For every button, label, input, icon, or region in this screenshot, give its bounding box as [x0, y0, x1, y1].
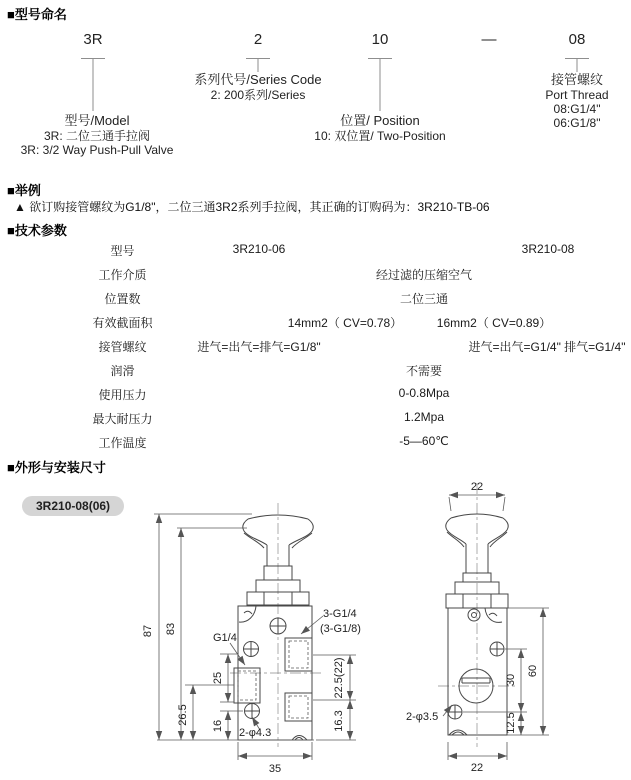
tech-label: 最大耐压力 [92, 412, 153, 426]
dim-22-top-label: 22 [470, 481, 484, 493]
dim-26-5-label: 26.5 [177, 704, 189, 726]
dim-35-label: 35 [268, 763, 282, 775]
tech-value: 1.2Mpa [403, 410, 445, 424]
dim-25-label: 25 [212, 671, 224, 685]
dim-16-label: 16 [212, 719, 224, 733]
port-g14-label: G1/4 [213, 632, 237, 644]
port-thread-line3: 06:G1/8" [553, 116, 601, 130]
tech-label: 工作温度 [98, 436, 147, 450]
tech-value: 0-0.8Mpa [398, 386, 450, 400]
ports-g14-label: 3-G1/4 [323, 608, 357, 620]
code-thread: 08 [568, 31, 586, 48]
tech-label: 工作介质 [98, 268, 147, 282]
tech-label: 接管螺纹 [98, 340, 147, 354]
section-title-tech: ■技术参数 [7, 223, 67, 238]
code-model: 3R [83, 31, 103, 48]
port-thread-title: 接管螺纹 [550, 72, 603, 87]
port-thread-line2: 08:G1/4" [553, 102, 601, 116]
tech-label: 有效截面积 [92, 316, 153, 330]
tech-value: -5—60℃ [399, 434, 449, 448]
front-view [142, 503, 361, 775]
tech-row-temperature [0, 434, 631, 454]
dim-60-label: 60 [527, 664, 539, 678]
position-title: 位置/ Position [340, 113, 420, 128]
tech-value: 不需要 [405, 364, 443, 378]
tech-value: 进气=出气=G1/4" 排气=G1/4" [468, 340, 626, 354]
tech-value: 进气=出气=排气=G1/8" [197, 340, 321, 354]
tech-value: 二位三通 [399, 292, 449, 306]
tech-value: 3R210-06 [232, 242, 286, 256]
dim-87-label: 87 [142, 624, 154, 638]
dim-83-label: 83 [165, 622, 177, 636]
section-title-example: ■举例 [7, 183, 41, 198]
port-thread-line1: Port Thread [545, 88, 609, 102]
port-thread-block [545, 72, 608, 130]
leader-line [258, 59, 259, 72]
mount-holes-label: 2-φ4.3 [239, 727, 272, 739]
tech-row-area [0, 314, 631, 334]
series-code-title: 系列代号/Series Code [194, 72, 322, 87]
order-example-text: ▲ 欲订购接管螺纹为G1/8"，二位三通3R2系列手拉阀，其正确的订购码为：3R210-TB-06 [14, 200, 490, 214]
position-block [314, 113, 445, 143]
model-title: 型号/Model [64, 113, 130, 128]
leader-line [93, 59, 94, 111]
tech-value: 3R210-08 [521, 242, 575, 256]
section-title-naming: ■型号命名 [7, 7, 67, 22]
code-series: 2 [253, 31, 263, 48]
tech-row-medium [0, 266, 631, 286]
section-title-dims: ■外形与安装尺寸 [7, 460, 106, 475]
position-line1: 10: 双位置/ Two-Position [314, 129, 446, 143]
tech-label: 润滑 [110, 364, 135, 378]
series-code-line: 2: 200系列/Series [210, 88, 306, 102]
tech-value: 14mm2（ CV=0.78） [287, 316, 403, 330]
leader-line [577, 59, 578, 72]
tech-row-model [0, 242, 631, 262]
tech-value: 经过滤的压缩空气 [375, 268, 473, 282]
mount-holes-side-label: 2-φ3.5 [406, 711, 439, 723]
dim-12-5-label: 12.5 [505, 712, 517, 734]
dim-30-label: 30 [505, 673, 517, 687]
side-view [406, 481, 549, 774]
model-badge: 3R210-08(06) [22, 496, 124, 516]
tech-value: 16mm2（ CV=0.89） [436, 316, 552, 330]
tech-label: 型号 [110, 244, 135, 258]
dimension-drawing [140, 475, 631, 780]
model-block [21, 113, 174, 157]
model-line2: 3R: 3/2 Way Push-Pull Valve [20, 143, 174, 157]
tech-label: 使用压力 [98, 388, 147, 402]
tech-row-positions [0, 290, 631, 310]
tech-label: 位置数 [104, 292, 141, 306]
dim-16-3-label: 16.3 [333, 710, 345, 732]
tech-row-lubrication [0, 362, 631, 382]
tech-row-max-pressure [0, 410, 631, 430]
ports-g18-label: (3-G1/8) [320, 623, 361, 635]
tech-row-thread [0, 338, 631, 358]
dim-22-5-label: 22.5(22) [333, 657, 345, 699]
leader-line [380, 59, 381, 111]
code-dash: — [481, 31, 497, 48]
tech-row-pressure [0, 386, 631, 406]
dim-22-bottom-label: 22 [470, 762, 484, 774]
model-line1: 3R: 二位三通手拉阀 [43, 129, 151, 143]
series-code-block [194, 72, 321, 102]
code-position: 10 [371, 31, 389, 48]
